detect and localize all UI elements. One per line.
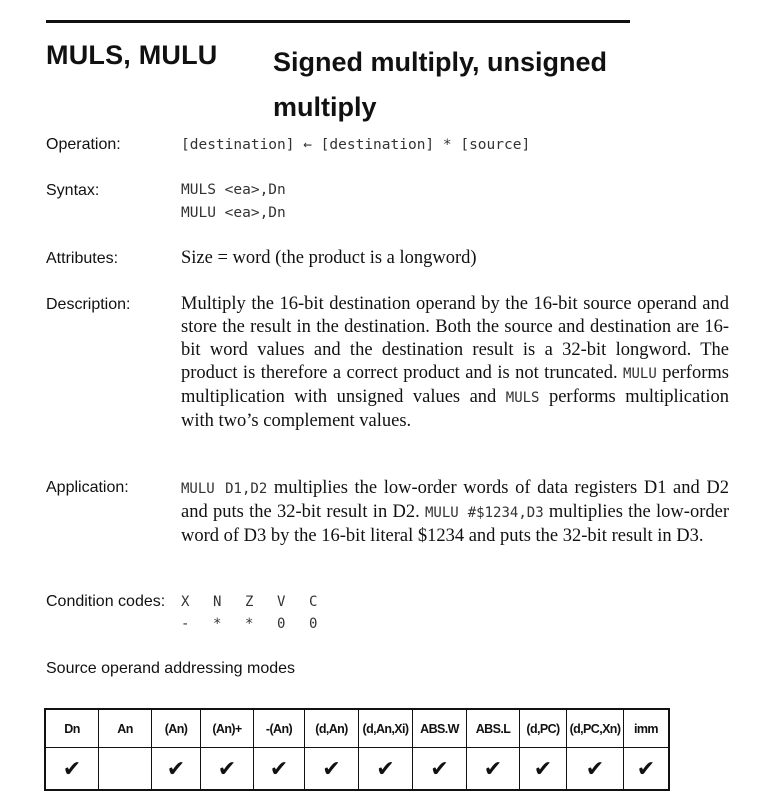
operation-value: [destination] ← [destination] * [source] xyxy=(181,137,531,153)
instruction-mnemonic: MULS, MULU xyxy=(46,40,218,70)
mode-header: (d,PC) xyxy=(520,709,567,748)
flag-x-value: - xyxy=(181,616,190,632)
mode-header: ABS.L xyxy=(467,709,520,748)
condition-codes-grid xyxy=(181,594,341,638)
flag-z-value: * xyxy=(245,616,254,632)
mode-header: (d,An) xyxy=(305,709,359,748)
flag-n: N xyxy=(213,594,222,610)
top-rule xyxy=(46,20,630,23)
empty-cell xyxy=(99,748,152,791)
check-mark-icon: ✔ xyxy=(201,748,254,791)
addressing-modes-table xyxy=(44,708,670,791)
check-mark-icon: ✔ xyxy=(467,748,520,791)
check-mark-icon: ✔ xyxy=(520,748,567,791)
condition-codes-label: Condition codes: xyxy=(46,593,166,610)
addressing-modes-title: Source operand addressing modes xyxy=(46,660,296,677)
application-label: Application: xyxy=(46,479,129,496)
mode-header: (d,PC,Xn) xyxy=(567,709,624,748)
modes-check-row xyxy=(45,748,669,791)
flag-c-value: 0 xyxy=(309,616,318,632)
syntax-label: Syntax: xyxy=(46,182,100,199)
flag-v: V xyxy=(277,594,286,610)
description-label: Description: xyxy=(46,296,131,313)
application-text: MULU D1,D2 multiplies the low-order words of data registers D1 and D2 and puts the 32-bit result in D2. MULU #$1234,D3 multiplies the low-order word of D3 by the 16-bit literal $1234 and puts the 32-bit result in D3. xyxy=(181,478,729,546)
condition-flags-row xyxy=(181,594,341,616)
mode-header: (An)+ xyxy=(201,709,254,748)
check-mark-icon: ✔ xyxy=(413,748,467,791)
check-mark-icon: ✔ xyxy=(567,748,624,791)
mode-header: imm xyxy=(624,709,670,748)
attributes-label: Attributes: xyxy=(46,250,119,267)
application-code-1: MULU D1,D2 xyxy=(181,481,268,497)
check-mark-icon: ✔ xyxy=(254,748,305,791)
flag-z: Z xyxy=(245,594,254,610)
mode-header: (An) xyxy=(152,709,201,748)
check-mark-icon: ✔ xyxy=(305,748,359,791)
description-code-muls: MULS xyxy=(505,390,540,406)
attributes-value: Size = word (the product is a longword) xyxy=(181,248,477,268)
operation-label: Operation: xyxy=(46,136,121,153)
instruction-title: Signed multiply, unsigned multiply xyxy=(273,47,608,122)
syntax-line-1: MULS <ea>,Dn xyxy=(181,182,286,198)
flag-n-value: * xyxy=(213,616,222,632)
modes-header-row xyxy=(45,709,669,748)
mode-header: Dn xyxy=(45,709,99,748)
syntax-line-2: MULU <ea>,Dn xyxy=(181,205,286,221)
description-text: Multiply the 16-bit destination operand by the 16-bit source operand and store the result in the destination. Both the source and destination are 16-bit word values and the destination result is a 32-bit longword. The product is therefore a correct product and is not truncated. MULU performs multiplication with unsigned values and MULS performs multiplication with two’s complement values. xyxy=(181,294,729,431)
condition-values-row xyxy=(181,616,341,638)
description-code-mulu: MULU xyxy=(623,366,657,382)
application-code-2: MULU #$1234,D3 xyxy=(424,505,544,521)
mode-header: An xyxy=(99,709,152,748)
check-mark-icon: ✔ xyxy=(359,748,413,791)
check-mark-icon: ✔ xyxy=(45,748,99,791)
mode-header: ABS.W xyxy=(413,709,467,748)
mode-header: -(An) xyxy=(254,709,305,748)
flag-c: C xyxy=(309,594,318,610)
mode-header: (d,An,Xi) xyxy=(359,709,413,748)
check-mark-icon: ✔ xyxy=(624,748,670,791)
flag-v-value: 0 xyxy=(277,616,286,632)
flag-x: X xyxy=(181,594,190,610)
check-mark-icon: ✔ xyxy=(152,748,201,791)
